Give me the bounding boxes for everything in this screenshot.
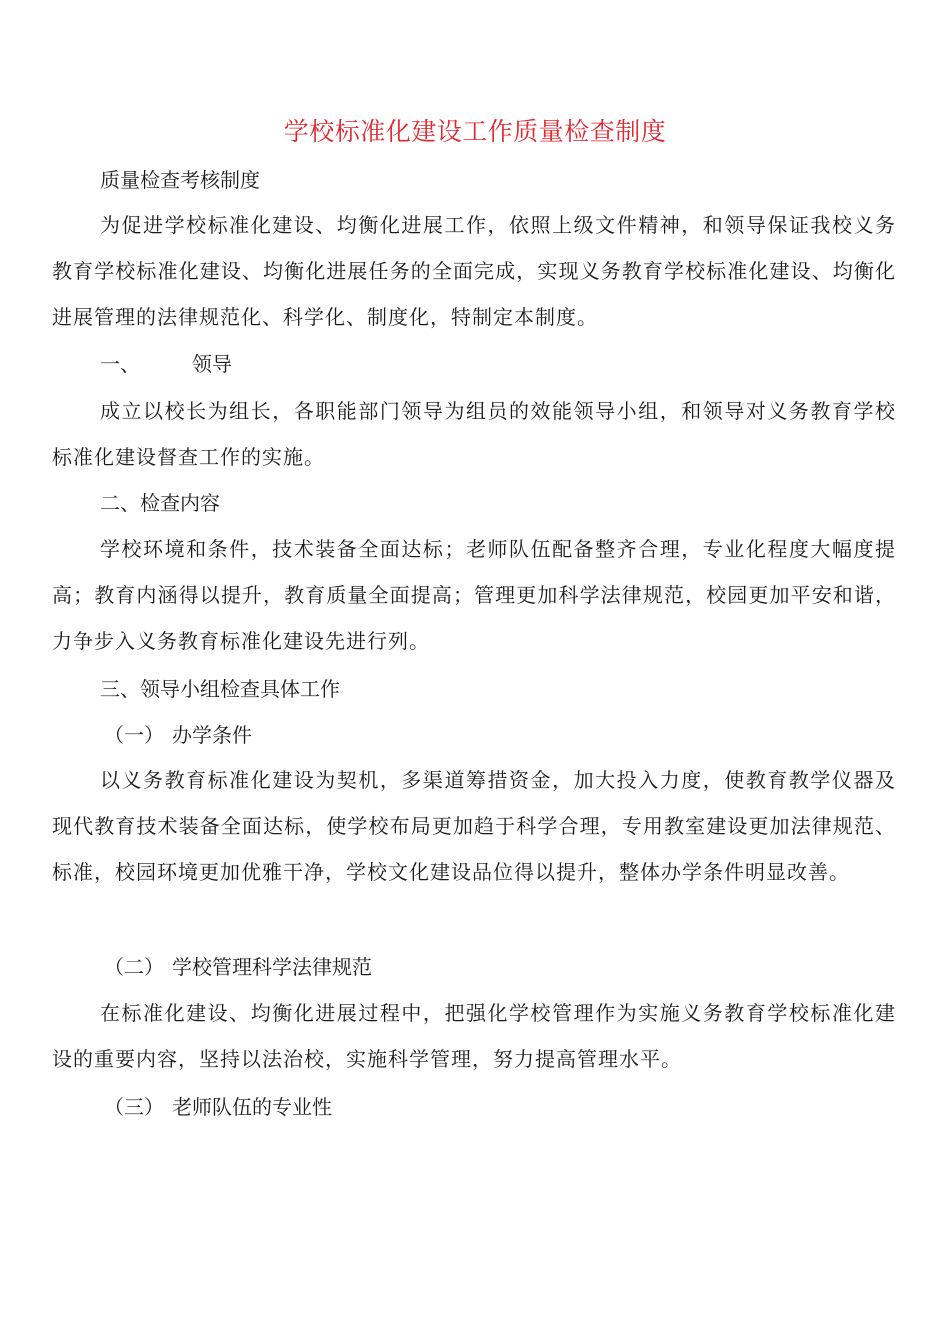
- subsection1-heading-text: 办学条件: [172, 723, 252, 747]
- document-title: 学校标准化建设工作质量检查制度: [283, 117, 667, 146]
- section1-paragraph: 成立以校长为组长，各职能部门领导为组员的效能领导小组，和领导对义务教育学校标准化建设督查工作的实施。: [52, 399, 896, 469]
- subsection3-heading: [104, 1092, 332, 1122]
- section1-heading: [100, 349, 232, 379]
- subsection2-paragraph: 在标准化建设、均衡化进展过程中，把强化学校管理作为实施义务教育学校标准化建设的重要内容，坚持以法治校，实施科学管理，努力提高管理水平。: [52, 1001, 896, 1071]
- section1-heading-number: 一、: [100, 352, 140, 376]
- subsection1-paragraph: 以义务教育标准化建设为契机，多渠道筹措资金，加大投入力度，使教育教学仪器及现代教育技术装备全面达标，使学校布局更加趋于科学合理，专用教室建设更加法律规范、标准，校园环境更加优雅干净，学校文化建设品位得以提升，整体办学条件明显改善。: [52, 768, 896, 884]
- intro-paragraph: 为促进学校标准化建设、均衡化进展工作，依照上级文件精神，和领导保证我校义务教育学校标准化建设、均衡化进展任务的全面完成，实现义务教育学校标准化建设、均衡化进展管理的法律规范化、科学化、制度化，特制定本制度。: [52, 213, 896, 329]
- document-subtitle: 质量检查考核制度: [100, 168, 260, 192]
- subsection2-heading-number: （二）: [104, 955, 164, 979]
- subsection2-heading: [104, 952, 372, 982]
- subsection3-heading-number: （三）: [104, 1095, 164, 1119]
- section1-heading-text: 领导: [192, 352, 232, 376]
- section3-heading: 三、领导小组检查具体工作: [100, 677, 340, 701]
- subsection1-heading-number: （一）: [104, 723, 164, 747]
- section2-heading: 二、检查内容: [100, 491, 220, 515]
- subsection3-heading-text: 老师队伍的专业性: [172, 1095, 332, 1119]
- subsection1-heading: [104, 720, 252, 750]
- section2-paragraph: 学校环境和条件，技术装备全面达标；老师队伍配备整齐合理，专业化程度大幅度提高；教育内涵得以提升，教育质量全面提高；管理更加科学法律规范，校园更加平安和谐，力争步入义务教育标准化建设先进行列。: [52, 537, 896, 653]
- subsection2-heading-text: 学校管理科学法律规范: [172, 955, 372, 979]
